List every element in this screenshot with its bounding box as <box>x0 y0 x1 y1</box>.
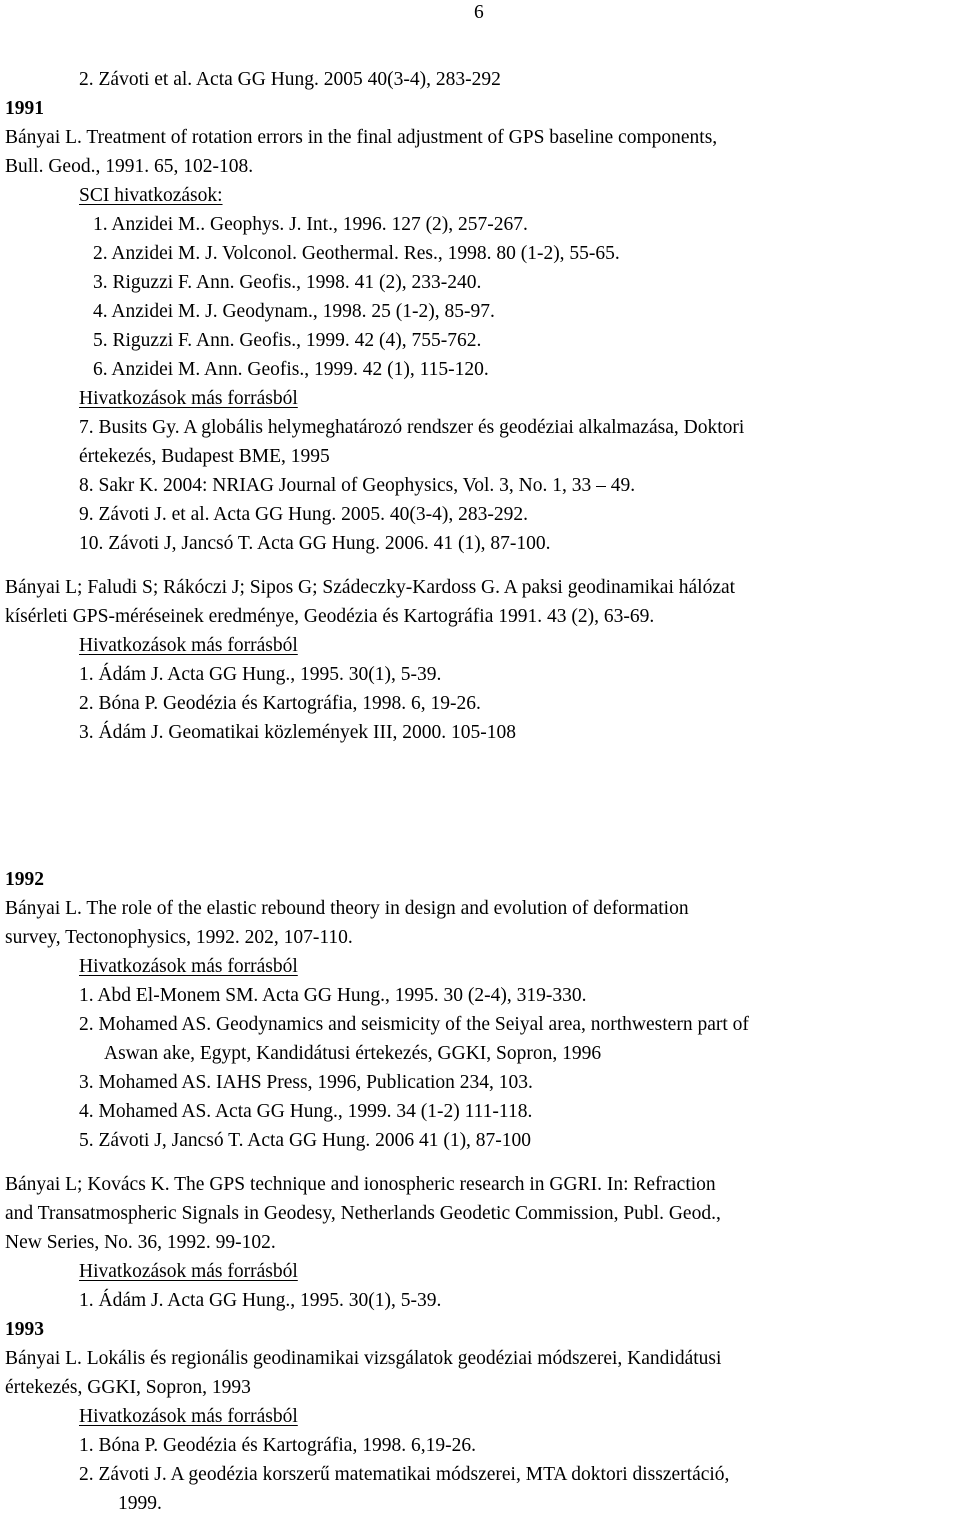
section-heading: Hivatkozások más forrásból <box>79 1261 298 1282</box>
text-line: Bányai L. The role of the elastic rebound theory in design and evolution of deformation <box>5 898 689 919</box>
text-line: 2. Závoti et al. Acta GG Hung. 2005 40(3-4), 283-292 <box>79 69 501 90</box>
text-line: 1. Ádám J. Acta GG Hung., 1995. 30(1), 5-39. <box>79 664 442 685</box>
text-line: 2. Anzidei M. J. Volconol. Geothermal. Res., 1998. 80 (1-2), 55-65. <box>93 243 620 264</box>
text-line: and Transatmospheric Signals in Geodesy, Netherlands Geodetic Commission, Publ. Geod., <box>5 1203 721 1224</box>
text-line: 1999. <box>118 1493 162 1514</box>
section-heading: Hivatkozások más forrásból <box>79 388 298 409</box>
page-number: 6 <box>474 2 484 23</box>
text-line: 3. Riguzzi F. Ann. Geofis., 1998. 41 (2), 233-240. <box>93 272 482 293</box>
text-line: Bányai L. Treatment of rotation errors in the final adjustment of GPS baseline components, <box>5 127 718 148</box>
section-heading: Hivatkozások más forrásból <box>79 635 298 656</box>
text-line: 6. Anzidei M. Ann. Geofis., 1999. 42 (1), 115-120. <box>93 359 489 380</box>
text-line: Bányai L. Lokális és regionális geodinamikai vizsgálatok geodéziai módszerei, Kandidátusi <box>5 1348 722 1369</box>
section-heading: SCI hivatkozások: <box>79 185 223 206</box>
text-line: Aswan ake, Egypt, Kandidátusi értekezés, GGKI, Sopron, 1996 <box>104 1043 602 1064</box>
text-line: survey, Tectonophysics, 1992. 202, 107-110. <box>5 927 353 948</box>
text-line: 5. Závoti J, Jancsó T. Acta GG Hung. 2006 41 (1), 87-100 <box>79 1130 532 1151</box>
text-line: 3. Mohamed AS. IAHS Press, 1996, Publication 234, 103. <box>79 1072 533 1093</box>
year-heading: 1992 <box>5 869 44 890</box>
text-line: 10. Závoti J, Jancsó T. Acta GG Hung. 2006. 41 (1), 87-100. <box>79 533 551 554</box>
text-line: 1. Bóna P. Geodézia és Kartográfia, 1998. 6,19-26. <box>79 1435 476 1456</box>
text-line: kísérleti GPS-méréseinek eredménye, Geodézia és Kartográfia 1991. 43 (2), 63-69. <box>5 606 655 627</box>
year-heading: 1991 <box>5 98 44 119</box>
text-line: New Series, No. 36, 1992. 99-102. <box>5 1232 276 1253</box>
year-heading: 1993 <box>5 1319 44 1340</box>
text-line: 5. Riguzzi F. Ann. Geofis., 1999. 42 (4), 755-762. <box>93 330 482 351</box>
text-line: Bull. Geod., 1991. 65, 102-108. <box>5 156 254 177</box>
section-heading: Hivatkozások más forrásból <box>79 1406 298 1427</box>
text-line: értekezés, Budapest BME, 1995 <box>79 446 330 467</box>
text-line: 2. Závoti J. A geodézia korszerű matematikai módszerei, MTA doktori disszertáció, <box>79 1464 730 1485</box>
text-line: Bányai L; Kovács K. The GPS technique and ionospheric research in GGRI. In: Refraction <box>5 1174 716 1195</box>
text-line: 1. Ádám J. Acta GG Hung., 1995. 30(1), 5-39. <box>79 1290 442 1311</box>
text-line: 4. Anzidei M. J. Geodynam., 1998. 25 (1-2), 85-97. <box>93 301 495 322</box>
text-line: 4. Mohamed AS. Acta GG Hung., 1999. 34 (1-2) 111-118. <box>79 1101 533 1122</box>
text-line: 1. Anzidei M.. Geophys. J. Int., 1996. 127 (2), 257-267. <box>93 214 528 235</box>
section-heading: Hivatkozások más forrásból <box>79 956 298 977</box>
text-line: 7. Busits Gy. A globális helymeghatározó rendszer és geodéziai alkalmazása, Doktori <box>79 417 745 438</box>
text-line: Bányai L; Faludi S; Rákóczi J; Sipos G; Szádeczky-Kardoss G. A paksi geodinamikai hálózat <box>5 577 736 598</box>
text-line: 1. Abd El-Monem SM. Acta GG Hung., 1995. 30 (2-4), 319-330. <box>79 985 587 1006</box>
text-line: 2. Bóna P. Geodézia és Kartográfia, 1998. 6, 19-26. <box>79 693 481 714</box>
text-line: 9. Závoti J. et al. Acta GG Hung. 2005. 40(3-4), 283-292. <box>79 504 528 525</box>
text-line: 2. Mohamed AS. Geodynamics and seismicity of the Seiyal area, northwestern part of <box>79 1014 749 1035</box>
text-line: 8. Sakr K. 2004: NRIAG Journal of Geophysics, Vol. 3, No. 1, 33 – 49. <box>79 475 636 496</box>
text-line: 3. Ádám J. Geomatikai közlemények III, 2000. 105-108 <box>79 722 517 743</box>
text-line: értekezés, GGKI, Sopron, 1993 <box>5 1377 251 1398</box>
